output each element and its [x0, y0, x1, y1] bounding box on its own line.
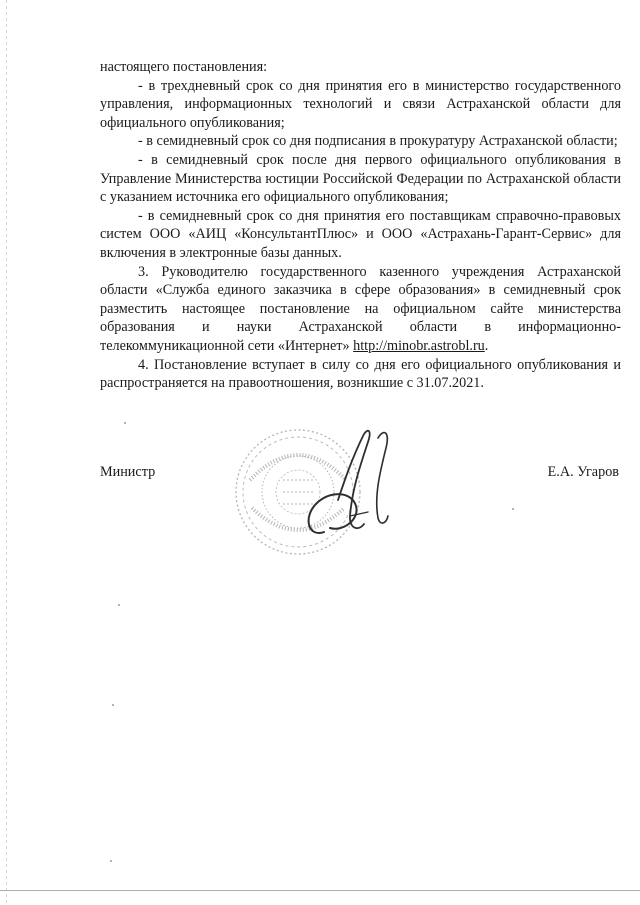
scan-edge-bottom: [0, 890, 640, 891]
official-seal-and-signature: [228, 420, 418, 560]
paragraph-clause-4: 4. Постановление вступает в силу со дня его официального опубликования и распространяется на правоотношения, возникшие с 31.07.2021.: [100, 356, 621, 392]
paragraph-item-2: - в семидневный срок со дня подписания в прокуратуру Астраханской области;: [138, 133, 618, 150]
paragraph-item-3: - в семидневный срок после дня первого официального опубликования в Управление Министерства юстиции Российской Федерации по Астраханской области с указанием источника его официального опубликования;: [100, 151, 621, 206]
document-body: [100, 58, 621, 393]
clause-3-text: 3. Руководителю государственного казенного учреждения Астраханской области «Служба единого заказчика в сфере образования» в семидневный срок разместить настоящее постановление на официальном сайте министерства образования и науки Астраханской области в информационно-телекоммуникационной сети «Интернет»: [100, 263, 621, 354]
signer-position: Министр: [100, 464, 156, 480]
paragraph-item-1: - в трехдневный срок со дня принятия его в министерство государственного управления, информационных технологий и связи Астраханской области для официального опубликования;: [100, 77, 621, 131]
paragraph-intro: настоящего постановления:: [100, 59, 268, 75]
scan-edge-left: [6, 0, 7, 905]
handwritten-signature: [309, 431, 388, 533]
signer-name: Е.А. Угаров: [547, 464, 619, 480]
website-link[interactable]: http://minobr.astrobl.ru: [353, 337, 485, 354]
clause-3-end: .: [484, 337, 489, 354]
paragraph-item-4: - в семидневный срок со дня принятия его поставщикам справочно-правовых систем ООО «АИЦ «КонсультантПлюс» и ООО «Астрахань-Гарант-Сервис» для включения в электронные базы данных.: [100, 207, 621, 261]
paragraph-clause-3: [100, 263, 621, 356]
scan-speck: [110, 860, 112, 862]
scan-speck: [112, 704, 114, 706]
scan-speck: [512, 508, 514, 510]
scan-speck: [118, 604, 120, 606]
scan-speck: [124, 422, 126, 424]
